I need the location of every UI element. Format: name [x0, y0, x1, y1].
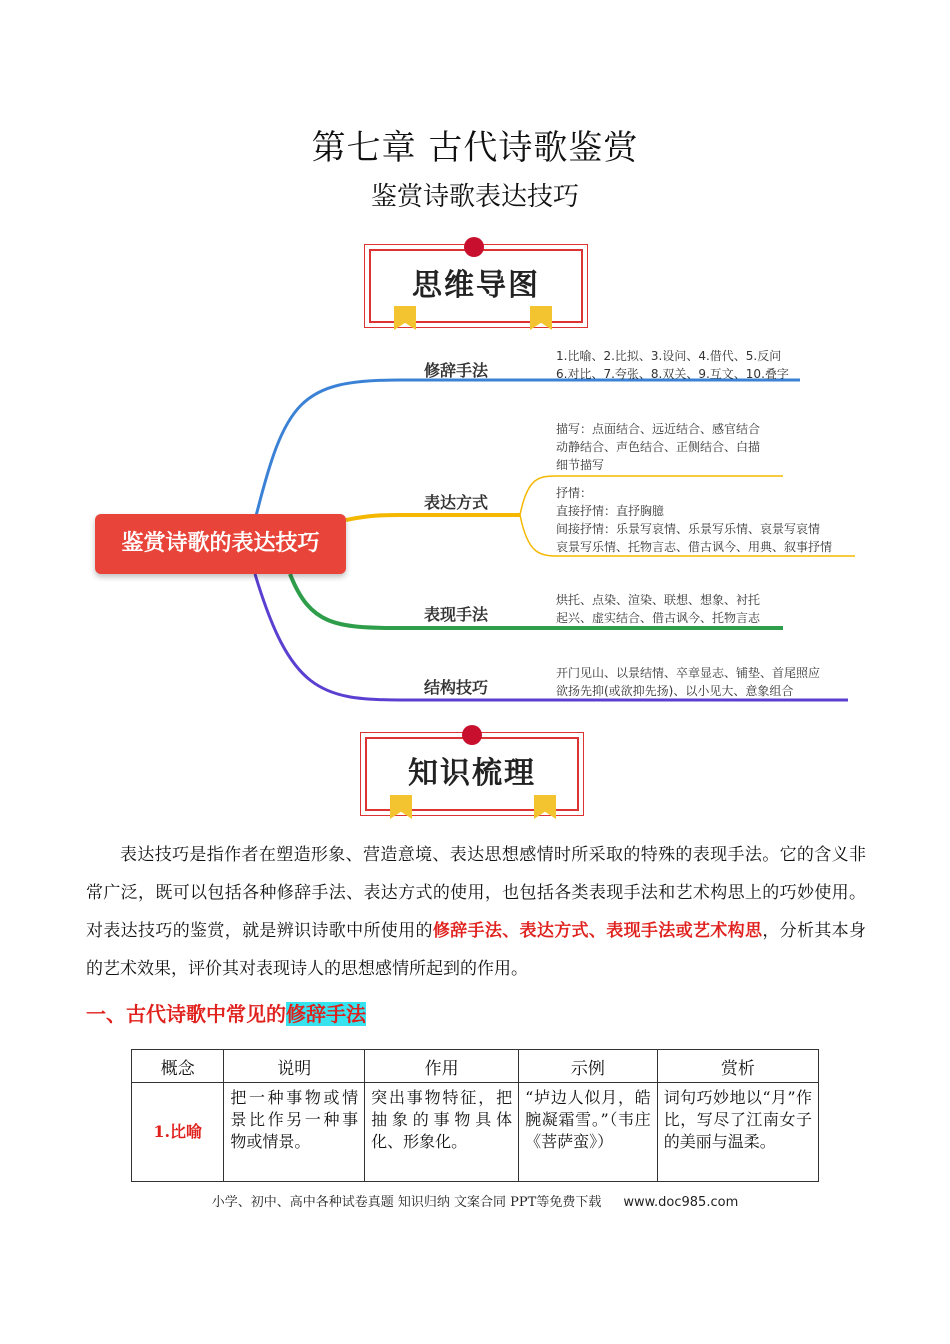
- leaf-line: 哀景写乐情、托物言志、借古讽今、用典、叙事抒情: [556, 540, 833, 554]
- leaf-line: 直接抒情：直抒胸臆: [556, 504, 665, 518]
- branch-label-expression: 表达方式: [424, 493, 489, 512]
- table-header: 概念: [132, 1050, 224, 1083]
- table-cell-explain: 把一种事物或情景比作另一种事物或情景。: [224, 1083, 365, 1182]
- leaf-structure: [556, 664, 820, 700]
- footer-link[interactable]: www.doc985.com: [623, 1195, 739, 1210]
- table-header: 说明: [224, 1050, 365, 1083]
- section-heading: [86, 998, 366, 1027]
- intro-highlight: 修辞手法、表达方式、表现手法或艺术构思: [432, 921, 763, 941]
- chapter-title: 第七章 古代诗歌鉴赏: [311, 128, 639, 168]
- rhetoric-table: [131, 1049, 819, 1182]
- branch-label-performance: 表现手法: [424, 605, 489, 624]
- branch-label-rhetoric: 修辞手法: [424, 361, 489, 380]
- sub-title: 鉴赏诗歌表达技巧: [370, 182, 579, 212]
- leaf-line: 烘托、点染、渲染、联想、想象、衬托: [556, 593, 761, 607]
- page-footer: [0, 1191, 950, 1210]
- table-cell-concept: 1.比喻: [132, 1083, 224, 1182]
- mind-map-root: 鉴赏诗歌的表达技巧: [95, 514, 346, 574]
- leaf-rhetoric: [556, 347, 789, 383]
- leaf-line: 起兴、虚实结合、借古讽今、托物言志: [556, 611, 761, 625]
- table-row: [132, 1083, 819, 1182]
- leaf-line: 6.对比、7.夸张、8.双关、9.互文、10.叠字: [556, 367, 789, 381]
- table-header-row: [132, 1050, 819, 1083]
- leaf-line: 抒情：: [556, 486, 593, 500]
- branch-line-expression: [346, 515, 520, 520]
- ribbon-icon: [534, 795, 556, 819]
- intro-text: ，分析其本身的艺术效果，评价其对表现诗人的思想感情所起到的作用。: [86, 921, 867, 979]
- leaf-line: 动静结合、声色结合、正侧结合、白描: [556, 440, 761, 454]
- table-header: 示例: [519, 1050, 658, 1083]
- leaf-line: 1.比喻、2.比拟、3.设问、4.借代、5.反问: [556, 349, 782, 363]
- leaf-line: 描写：点面结合、远近结合、感官结合: [556, 422, 761, 436]
- leaf-expression-description: [556, 420, 760, 474]
- leaf-line: 开门见山、以景结情、卒章显志、铺垫、首尾照应: [556, 666, 821, 680]
- table-cell-example: “垆边人似月，皓腕凝霜雪。”（韦庄《菩萨蛮》）: [519, 1083, 658, 1182]
- table-cell-effect: 突出事物特征，把抽象的事物具体化、形象化。: [365, 1083, 519, 1182]
- section-heading-prefix: 一、古代诗歌中常见的: [86, 1002, 286, 1026]
- leaf-expression-lyric: [556, 484, 832, 556]
- branch-label-structure: 结构技巧: [424, 678, 489, 697]
- ribbon-icon: [390, 795, 412, 819]
- leaf-line: 细节描写: [556, 458, 605, 472]
- mind-map-badge-label: 思维导图: [412, 268, 540, 303]
- section-heading-highlight: 修辞手法: [286, 1002, 366, 1026]
- leaf-performance: [556, 591, 760, 627]
- footer-text: 小学、初中、高中各种试卷真题 知识归纳 文案合同 PPT等免费下载: [211, 1195, 602, 1210]
- table-header: 作用: [365, 1050, 519, 1083]
- leaf-line: 欲扬先抑(或欲抑先扬)、以小见大、意象组合: [556, 684, 794, 698]
- intro-paragraph: [86, 836, 866, 988]
- knowledge-badge-label: 知识梳理: [408, 756, 536, 791]
- table-cell-appreciation: 词句巧妙地以“月”作比，写尽了江南女子的美丽与温柔。: [657, 1083, 818, 1182]
- intro-text: 表达技巧是指作者在塑造形象、营造意境、表达思想感情时所采取的特殊的表现手法。它的含义非常广泛，既可以包括各种修辞手法、表达方式的使用，也包括各类表现手法和艺术构思上的巧妙使用。对表达技巧的鉴赏，就是辨识诗歌中所使用的: [86, 845, 866, 941]
- leaf-line: 间接抒情：乐景写哀情、乐景写乐情、哀景写哀情: [556, 522, 821, 536]
- table-header: 赏析: [657, 1050, 818, 1083]
- badge-pin-icon: [462, 725, 482, 745]
